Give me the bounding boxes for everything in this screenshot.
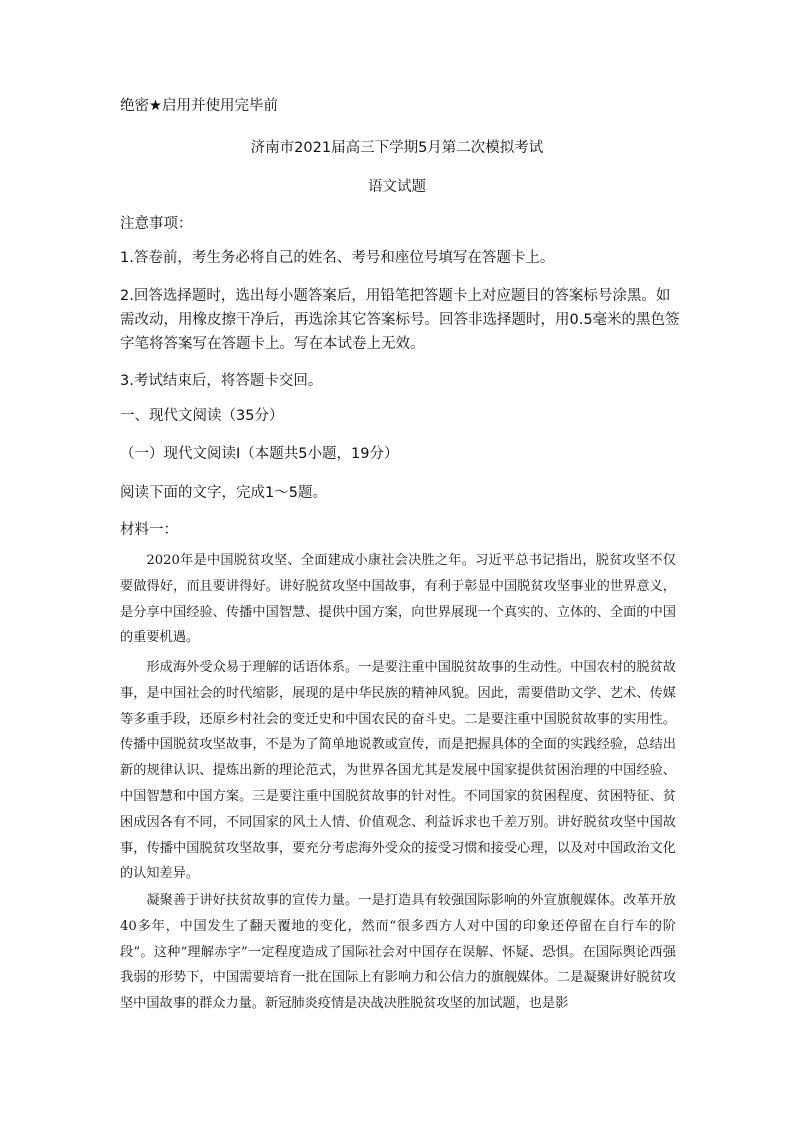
secret-mark: 绝密★启用并使用完毕前 <box>120 98 278 114</box>
material-paragraph-1: 2020年是中国脱贫攻坚、全面建成小康社会决胜之年。习近平总书记指出，脱贫攻坚不仅要做得好，而且要讲得好。讲好脱贫攻坚中国故事，有利于彰显中国脱贫攻坚事业的世界意义，是分享中国经验、传播中国智慧、提供中国方案，向世界展现一个真实的、立体的、全面的中国的重要机遇。 <box>120 553 676 646</box>
reading-instruction: 阅读下面的文字，完成1～5题。 <box>120 485 327 501</box>
notice-item-1: 1.答卷前，考生务必将自己的姓名、考号和座位号填写在答题卡上。 <box>120 250 555 266</box>
material-label: 材料一： <box>120 522 178 538</box>
notice-heading: 注意事项： <box>120 216 193 232</box>
subject-title: 语文试题 <box>368 179 426 195</box>
notice-item-3: 3.考试结束后，将答题卡交回。 <box>120 373 323 389</box>
part-heading: 一、现代文阅读（35分） <box>120 408 284 424</box>
sub-heading: （一）现代文阅读Ⅰ（本题共5小题，19分） <box>120 446 399 462</box>
material-paragraph-2: 形成海外受众易于理解的话语体系。一是要注重中国脱贫故事的生动性。中国农村的脱贫故事，是中国社会的时代缩影，展现的是中华民族的精神风貌。因此，需要借助文学、艺术、传媒等多重手段，还原乡村社会的变迁史和中国农民的奋斗史。二是要注重中国脱贫故事的实用性。传播中国脱贫攻坚故事，不是为了简单地说教或宣传，而是把握具体的全面的实践经验，总结出新的规律认识、提炼出新的理论范式，为世界各国尤其是发展中国家提供贫困治理的中国经验、中国智慧和中国方案。三是要注重中国脱贫故事的针对性。不同国家的贫困程度、贫困特征、贫困成因各有不同，不同国家的风土人情、价值观念、利益诉求也千差万别。讲好脱贫攻坚中国故事，传播中国脱贫攻坚故事，要充分考虑海外受众的接受习惯和接受心理，以及对中国政治文化的认知差异。 <box>120 660 676 882</box>
notice-item-2: 2.回答选择题时，选出每小题答案后，用铅笔把答题卡上对应题目的答案标号涂黑。如需改动，用橡皮擦干净后，再选涂其它答案标号。回答非选择题时，用0.5毫米的黑色签字笔将答案写在答题卡上。写在本试卷上无效。 <box>120 288 680 352</box>
exam-title: 济南市2021届高三下学期5月第二次模拟考试 <box>250 140 544 156</box>
material-paragraph-3: 凝聚善于讲好扶贫故事的宣传力量。一是打造具有较强国际影响的外宣旗舰媒体。改革开放40多年，中国发生了翻天覆地的变化，然而“很多西方人对中国的印象还停留在自行车的阶段”。这种“理解赤字”一定程度造成了国际社会对中国存在误解、怀疑、恐惧。在国际舆论西强我弱的形势下，中国需要培育一批在国际上有影响力和公信力的旗舰媒体。二是凝聚讲好脱贫攻坚中国故事的群众力量。新冠肺炎疫情是决战决胜脱贫攻坚的加试题，也是影 <box>120 893 676 1012</box>
